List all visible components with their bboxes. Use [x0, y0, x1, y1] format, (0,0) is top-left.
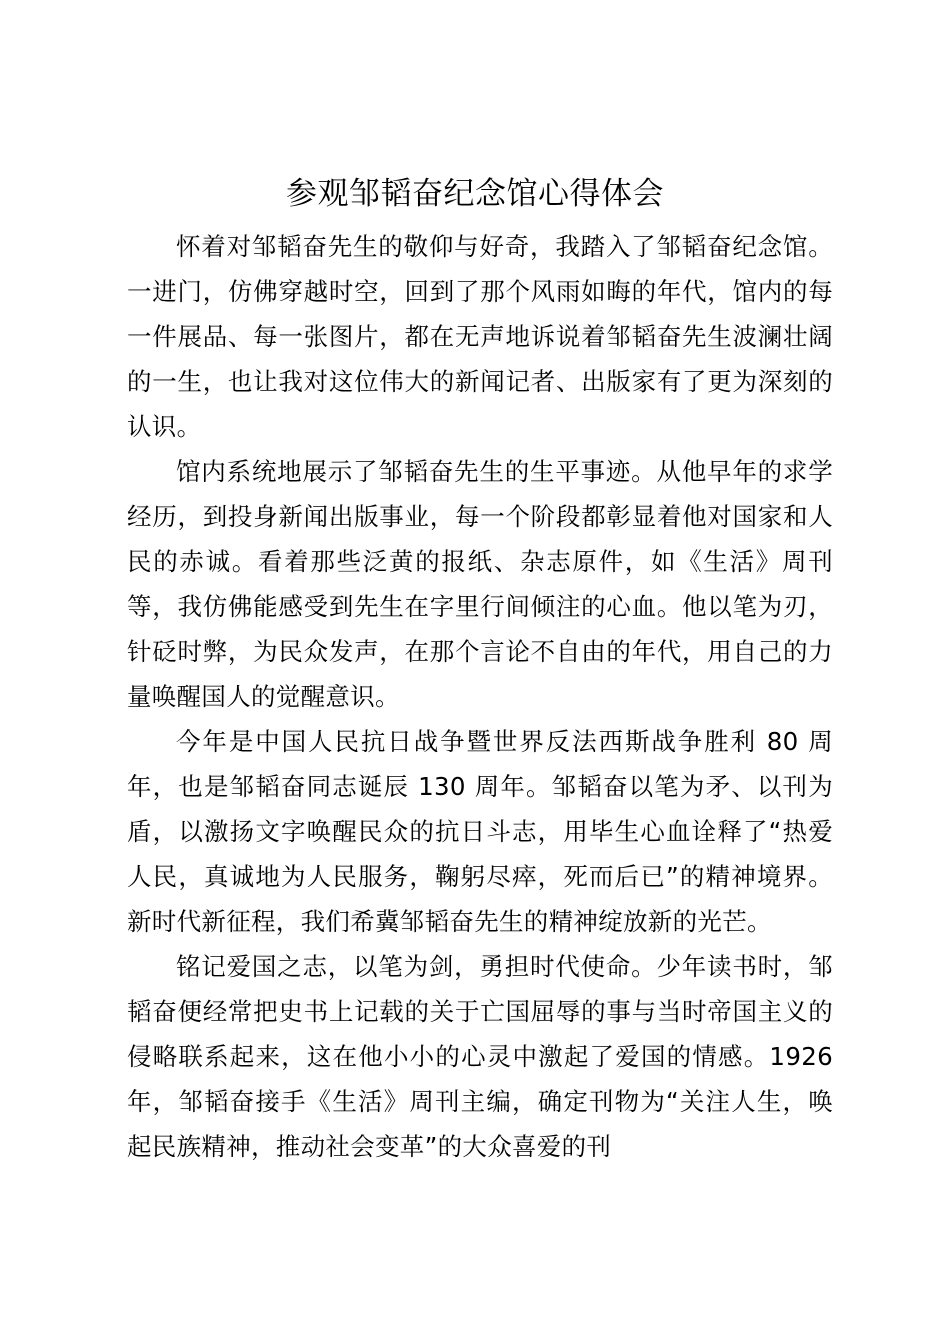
paragraph-2: 馆内系统地展示了邹韬奋先生的生平事迹。从他早年的求学经历，到投身新闻出版事业，每一个阶段都彰显着他对国家和人民的赤诚。看着那些泛黄的报纸、杂志原件，如《生活》周刊等，我仿佛能感受到先生在字里行间倾注的心血。他以笔为刃，针砭时弊，为民众发声，在那个言论不自由的年代，用自己的力量唤醒国人的觉醒意识。: [127, 457, 833, 711]
paragraph-4: 铭记爱国之志，以笔为剑，勇担时代使命。少年读书时，邹韬奋便经常把史书上记载的关于亡国屈辱的事与当时帝国主义的侵略联系起来，这在他小小的心灵中激起了爱国的情感。1926 年，邹韬奋接手《生活》周刊主编，确定刊物为“关注人生，唤起民族精神，推动社会变革”的大众喜爱的刊: [127, 952, 833, 1161]
document-body: [127, 224, 833, 1169]
document-title: 参观邹韬奋纪念馆心得体会: [286, 176, 664, 212]
paragraph-3: 今年是中国人民抗日战争暨世界反法西斯战争胜利 80 周年，也是邹韬奋同志诞辰 130 周年。邹韬奋以笔为矛、以刊为盾，以激扬文字唤醒民众的抗日斗志，用毕生心血诠释了“热爱人民，真诚地为人民服务，鞠躬尽瘁，死而后已”的精神境界。新时代新征程，我们希冀邹韬奋先生的精神绽放新的光芒。: [127, 727, 833, 936]
paragraph-1: 怀着对邹韬奋先生的敬仰与好奇，我踏入了邹韬奋纪念馆。一进门，仿佛穿越时空，回到了那个风雨如晦的年代，馆内的每一件展品、每一张图片，都在无声地诉说着邹韬奋先生波澜壮阔的一生，也让我对这位伟大的新闻记者、出版家有了更为深刻的认识。: [127, 232, 833, 441]
